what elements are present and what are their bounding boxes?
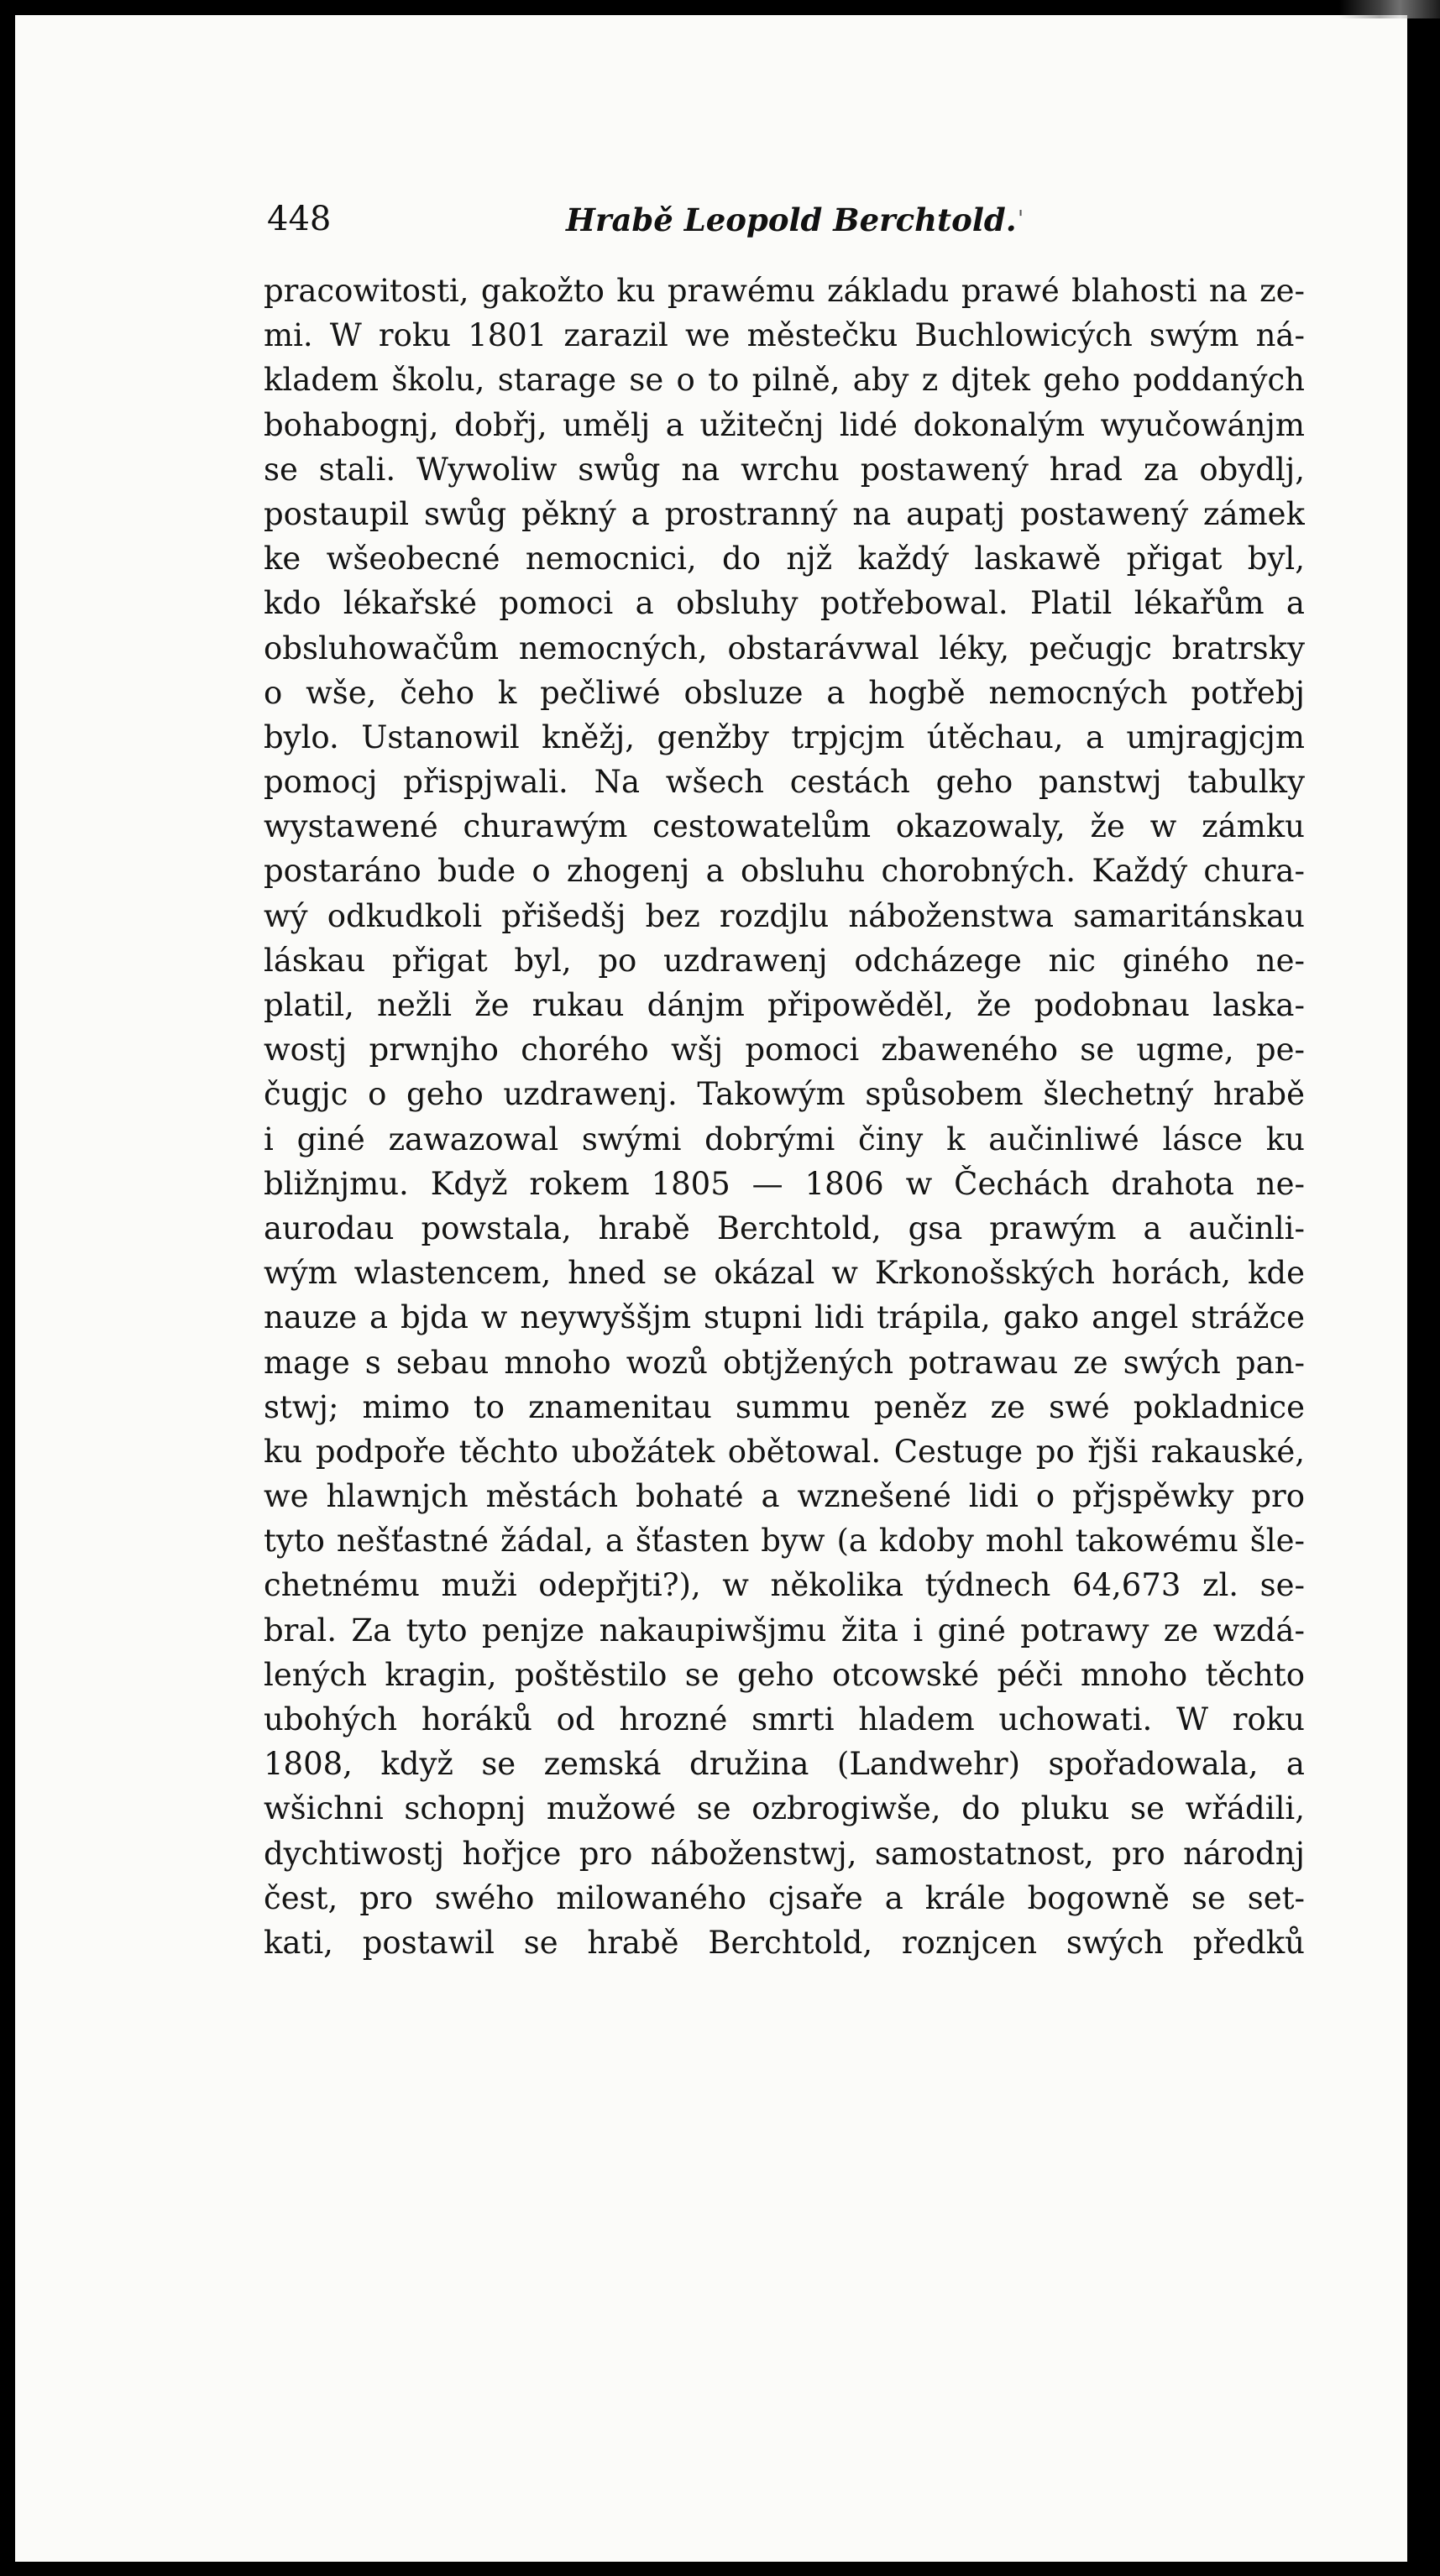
text-line: wý odkudkoli přišedšj bez rozdjlu náboženstwa samaritánskau [264,897,1305,934]
text-line: aurodau powstala, hrabě Berchtold, gsa prawým a aučinli- [264,1210,1305,1246]
text-line: ke wšeobecné nemocnici, do njž každý laskawě přigat byl, [264,541,1305,577]
text-line: kladem školu, starage se o to pilně, aby z djtek geho poddaných [264,362,1305,399]
body-text [264,269,1305,1965]
scan-border [1407,0,1440,2576]
text-line: čugjc o geho uzdrawenj. Takowým spůsobem šlechetný hrabě [264,1076,1305,1113]
text-line: nauze a bjda w neywyššjm stupni lidi trápila, gako angel strážce [264,1299,1305,1336]
text-line: lených kragin, poštěstilo se geho otcowské péči mnoho těchto [264,1656,1305,1693]
text-line: bral. Za tyto penjze nakaupiwšjmu žita i giné potrawy ze wzdá- [264,1612,1305,1649]
text-line: dychtiwostj hořjce pro náboženstwj, samostatnost, pro národnj [264,1835,1305,1872]
text-line: wšichni schopnj mužowé se ozbrogiwše, do pluku se wřádili, [264,1790,1305,1827]
text-line: ku podpoře těchto ubožátek obětowal. Cestuge po řjši rakauské, [264,1433,1305,1470]
text-line: bylo. Ustanowil kněžj, genžby trpjcjm útěchau, a umjragjcjm [264,718,1305,755]
text-line: mi. W roku 1801 zarazil we městečku Buchlowicých swým ná- [264,317,1305,354]
print-mark: ' [1018,206,1024,232]
text-line: tyto nešťastné žádal, a šťasten byw (a kdoby mohl takowému šle- [264,1523,1305,1560]
scan-artifact [1339,0,1440,18]
text-line: čest, pro swého milowaného cjsaře a krále bogowně se set- [264,1879,1305,1916]
text-line: bližnjmu. Když rokem 1805 — 1806 w Čechách drahota ne- [264,1165,1305,1202]
text-line: we hlawnjch městách bohaté a wznešené lidi o přjspěwky pro [264,1478,1305,1515]
text-line: wystawené churawým cestowatelům okazowaly, že w zámku [264,808,1305,845]
text-line: platil, nežli že rukau dánjm připowěděl, že podobnau laska- [264,987,1305,1023]
running-title: Hrabě Leopold Berchtold. [566,201,1017,238]
text-line: kdo lékařské pomoci a obsluhy potřebowal. Platil lékařům a [264,585,1305,622]
text-line: stwj; mimo to znamenitau summu peněz ze swé pokladnice [264,1388,1305,1425]
text-line: bohabognj, dobřj, umělj a užitečnj lidé dokonalým wyučowánjm [264,406,1305,443]
text-line: ubohých horáků od hrozné smrti hladem uchowati. W roku [264,1701,1305,1737]
text-line: wým wlastencem, hned se okázal w Krkonošských horách, kde [264,1255,1305,1292]
text-line: kati, postawil se hrabě Berchtold, roznjcen swých předků [264,1924,1305,1961]
text-line: postaupil swůg pěkný a prostranný na aupatj postawený zámek [264,495,1305,532]
text-line: wostj prwnjho chorého wšj pomoci zbaweného se ugme, pe- [264,1032,1305,1069]
text-line: chetnému muži odepřjti?), w několika týdnech 64,673 zl. se- [264,1567,1305,1604]
text-line: postaráno bude o zhogenj a obsluhu chorobných. Každý chura- [264,853,1305,890]
text-line: se stali. Wywoliw swůg na wrchu postawený hrad za obydlj, [264,451,1305,488]
text-line: o wše, čeho k pečliwé obsluze a hogbě nemocných potřebj [264,674,1305,711]
text-line: pracowitosti, gakožto ku prawému základu prawé blahosti na ze- [264,273,1305,309]
page-number: 448 [267,200,332,238]
text-line: obsluhowačům nemocných, obstarávwal léky, pečugjc bratrsky [264,630,1305,666]
text-line: mage s sebau mnoho wozů obtjžených potrawau ze swých pan- [264,1344,1305,1381]
text-line: i giné zawazowal swými dobrými činy k aučinliwé lásce ku [264,1121,1305,1157]
running-header [267,200,1300,250]
text-line: láskau přigat byl, po uzdrawenj odcházege nic giného ne- [264,942,1305,979]
text-line: pomocj přispjwali. Na wšech cestách geho panstwj tabulky [264,764,1305,801]
text-line: 1808, když se zemská družina (Landwehr) spořadowala, a [264,1746,1305,1783]
